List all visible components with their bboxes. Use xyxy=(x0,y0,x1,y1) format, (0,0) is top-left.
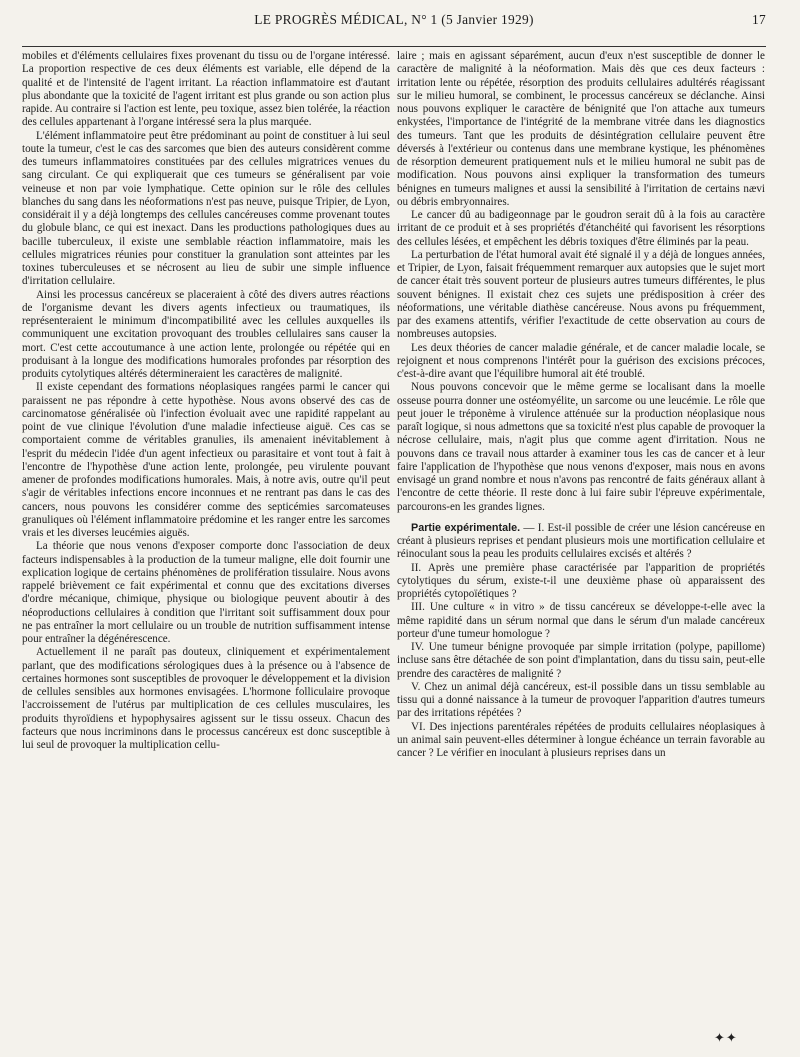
section-heading: Partie expérimentale. xyxy=(411,521,521,534)
paragraph: La perturbation de l'état humoral avait été signalé il y a déjà de longues années, et Tripier, de Lyon, faisait fréquemment remarquer aux autopsies que le sujet mort de cancer était très souvent porteur de plusieurs autres tumeurs différentes, le plus souvent bénignes. Il existait chez ces sujets une prédisposition à créer des néoformations, une véritable diathèse cancéreuse. Nous avons pu fréquemment, par des examens attentifs, vérifier l'exactitude de cette observation au cours de nombreuses autopsies. xyxy=(397,248,765,341)
footer-ornament: ✦✦ xyxy=(714,1030,738,1045)
page-number: 17 xyxy=(752,12,766,27)
paragraph: Ainsi les processus cancéreux se placeraient à côté des divers autres réactions de l'organisme devant les divers agents infectieux ou traumatiques, ils représenteraient le minimum d'incompatibilité avec les cellules auxquelles ils communiquent une excitation provoquant des troubles cellulaires sans causer la mort. C'est cette accoutumance à une action lente, prolongée ou répétée qui en produisant à la longue des modifications humorales profondes par résorption des produits cytolytiques altérés détermineraient les caractères de malignité. xyxy=(22,288,390,380)
left-column xyxy=(22,50,390,752)
paragraph: Le cancer dû au badigeonnage par le goudron serait dû à la fois au caractère irritant de ce produit et à ses propriétés d'étanchéité qui favorisent les résorptions des cellules lésées, et empêchent les débris toxiques d'être éliminés par la peau. xyxy=(397,209,765,248)
running-header xyxy=(22,6,766,32)
paragraph: Il existe cependant des formations néoplasiques rangées parmi le cancer qui paraissent ne pas répondre à cette hypothèse. Nous avons observé des cas de carcinomatose généralisée où l'infection évoluait avec une rapidité rappelant au point de vue clinique l'évolution d'une maladie infectieuse aiguë. Ces cas se comportaient comme de véritables granulies, ils amenaient inévitablement à l'esprit du médecin l'idée d'un agent infectieux ou parasitaire et vont tout à fait à l'encontre de l'hypothèse d'une action lente, prolongée, peu virulente pouvant amener de profondes modifications humorales. Mais, à notre avis, outre qu'il peut s'agir de véritables infections encore inconnues et ne rentrant pas dans le cas des cancers, nous pouvons les considérer comme des septicémies sarcomateuses granuliques où l'élément inflammatoire prédomine et les ranger entre les sarcomes vrais et les diverses leucémies aiguës. xyxy=(22,381,390,539)
paragraph: Les deux théories de cancer maladie générale, et de cancer maladie locale, se rejoignent et nous comprenons l'intérêt pour la guérison des excisions précoces, c'est-à-dire avant que l'équilibre humoral ait été troublé. xyxy=(397,341,765,380)
experiment-item: III. Une culture « in vitro » de tissu cancéreux se développe-t-elle avec la même rapidité dans un sérum normal que dans le sérum d'un malade cancéreux porteur d'une tumeur homologue ? xyxy=(397,601,765,640)
paragraph: La théorie que nous venons d'exposer comporte donc l'association de deux facteurs indispensables à la production de la tumeur maligne, elle doit fournir une explication logique de certains phénomènes de prolifération tissulaire. Nous avons rappelé brièvement ce fait expérimental et connu que des excitations diverses d'ordre mécanique, chimique, physique ou biologique peuvent aboutir à des néoproductions cellulaires à condition que l'irritant soit suffisamment doux pour ne pas entraîner la mort cellulaire ou un trouble de nutrition suffisamment intense pour entraîner la dégénérescence. xyxy=(22,540,390,645)
experimental-section xyxy=(397,522,765,562)
journal-title: LE PROGRÈS MÉDICAL, N° 1 (5 Janvier 1929) xyxy=(254,12,534,27)
experiment-item: II. Après une première phase caractérisée par l'apparition de propriétés cytolytiques du sérum, existe-t-il une deuxième phase où apparaissent des propriétés cytopoïétiques ? xyxy=(397,561,765,600)
header-rule xyxy=(22,46,766,47)
experiment-item: V. Chez un animal déjà cancéreux, est-il possible dans un tissu semblable au tissu qui a donné naissance à la tumeur de provoquer l'apparition d'autres tumeurs par des irritations répétées ? xyxy=(397,680,765,720)
right-column xyxy=(397,50,765,760)
paragraph: laire ; mais en agissant séparément, aucun d'eux n'est susceptible de donner le caractère de malignité à la néoformation. Mais dès que ces deux facteurs : irritation lente ou répétée, résorption des produits cellulaires adultérés réagissant sur le milieu humoral, se combinent, le processus cancéreux se déclanche. Ainsi nous pouvons expliquer le caractère de bénignité que l'on attache aux tumeurs enkystées, l'importance de l'intégrité de la membrane vitrée dans les diagnostics des tumeurs. Tant que les produits de désintégration cellulaire peuvent être déversés à l'extérieur ou contenus dans une membrane kystique, les phénomènes de résorption demeurent pratiquement nuls et le milieu humoral ne subit pas de modification. Nous pouvons ainsi expliquer la transformation des tumeurs bénignes en tumeurs malignes et aussi la sensibilité à l'irritation de certains nævi ou débris embryonnaires. xyxy=(397,50,765,208)
paragraph: L'élément inflammatoire peut être prédominant au point de constituer à lui seul toute la tumeur, c'est le cas des sarcomes que bien des auteurs considèrent comme des tumeurs inflammatoires constituées par des cellules migratrices venues du sang circulant. Ce qui expliquerait que ces tumeurs se généralisent par voie veineuse et non par voie lymphatique. Cette opinion sur le rôle des cellules blanches du sang dans les néoformations n'est pas neuve, puisque Tripier, de Lyon, considérait il y a déjà longtemps des cellules cancéreuses comme provenant toutes du globule blanc, ce qui est inexact. Dans les productions pathologiques dues au bacille tuberculeux, il existe une semblable réaction inflammatoire, mais les cellules migratrices réunies pour constituer la granulation sont atteintes par les toxines tuberculeuses et se nécrosent au lieu de subir une simple influence d'irritation cellulaire. xyxy=(22,129,390,288)
experiment-item: IV. Une tumeur bénigne provoquée par simple irritation (polype, papillome) incluse sans être détachée de son point d'implantation, dans du tissu sain, peut-elle prendre des caractères de malignité ? xyxy=(397,641,765,680)
experiment-item: VI. Des injections parentérales répétées de produits cellulaires néoplasiques à un animal sain peuvent-elles déterminer à longue échéance un terrain favorable au cancer ? Le vérifier en inoculant à plusieurs reprises dans un xyxy=(397,720,765,759)
paragraph: mobiles et d'éléments cellulaires fixes provenant du tissu ou de l'organe intéressé. La proportion respective de ces deux éléments est variable, elle dépend de la qualité et de l'intensité de l'agent irritant. La réaction inflammatoire est d'autant plus abondante que la toxicité de l'agent irritant est plus grande ou son action plus rapide. Au contraire si l'action est lente, peu toxique, assez bien tolérée, la réaction des cellules appartenant à l'organe intéressé sera la plus marquée. xyxy=(22,50,390,129)
paragraph: Nous pouvons concevoir que le même germe se localisant dans la moelle osseuse pourra donner une ostéomyélite, un sarcome ou une leucémie. Le rôle que peut jouer le tréponème à virulence atténuée sur la production néoplasique nous paraît logique, si nous admettons que sa toxicité n'est plus capable de provoquer la nécrose cellulaire, mais, n'agit plus que comme agent d'irritation. Nous ne pouvons dans ce travail nous attarder à examiner tous les cas de cancer et à leur faire l'application de l'hypothèse que nous venons d'exposer, mais nous en avons envisagé un grand nombre et nous n'avons pas rencontré de faits généraux allant à l'encontre de cette théorie. Il reste donc à lui faire subir l'épreuve expérimentale, parcourons-en les grandes lignes. xyxy=(397,381,765,513)
section-intro: — I. Est-il possible de créer une lésion cancéreuse en créant à plusieurs reprises et pendant plusieurs mois une mortification cellulaire et réinoculant sous la peau les produits cellulaires excisés et altérés ? xyxy=(397,521,765,561)
paragraph: Actuellement il ne paraît pas douteux, cliniquement et expérimentalement parlant, que des modifications sérologiques dues à la présence ou à l'absence de certaines hormones sont susceptibles de provoquer le développement et la division de cellules sensibles aux hormones envisagées. L'hormone folliculaire provoque l'accroissement de l'utérus par multiplication de ces cellules musculaires, les produits thyroïdiens et hypophysaires agissent sur le tissu osseux. Chacun des facteurs que nous incriminons dans le processus cancéreux est donc susceptible à lui seul de provoquer la multiplication cellu- xyxy=(22,646,390,751)
